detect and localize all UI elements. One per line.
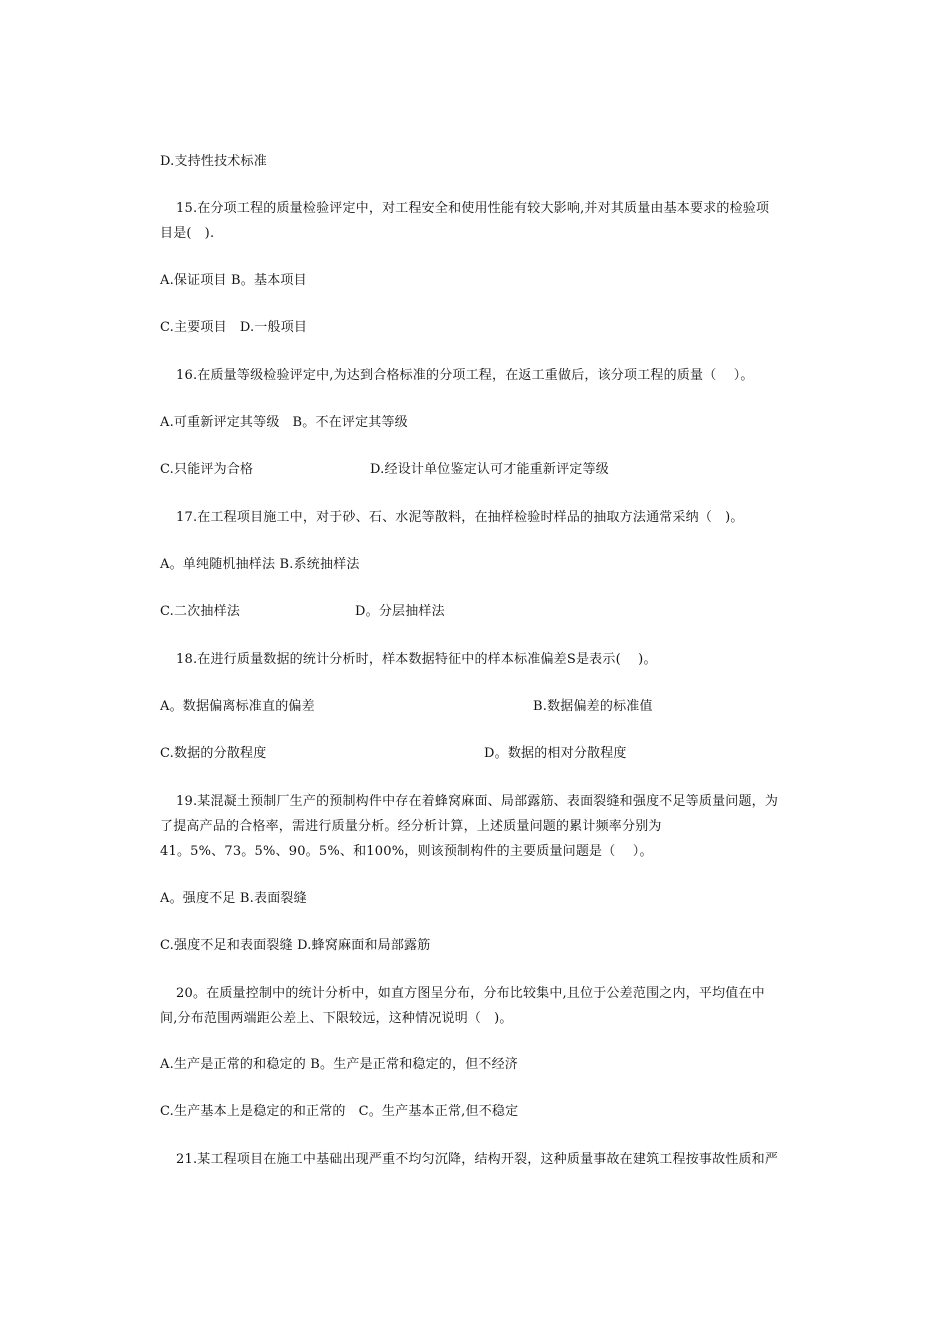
question-20-cont: 间,分布范围两端距公差上、下限较远，这种情况说明（ )。 xyxy=(160,1011,513,1026)
question-21: 21.某工程项目在施工中基础出现严重不均匀沉降，结构开裂，这种质量事故在建筑工程按事故性质和严 xyxy=(176,1152,779,1167)
question-15: 15.在分项工程的质量检验评定中，对工程安全和使用性能有较大影响,并对其质量由基本要求的检验项 xyxy=(176,201,770,216)
question-16: 16.在质量等级检验评定中,为达到合格标准的分项工程，在返工重做后，该分项工程的质量（ ）。 xyxy=(176,368,754,383)
options-19-cd: C.强度不足和表面裂缝 D.蜂窝麻面和局部露筋 xyxy=(160,938,431,953)
option-16-d: D.经设计单位鉴定认可才能重新评定等级 xyxy=(370,462,609,477)
option-18-c: C.数据的分散程度 xyxy=(160,746,267,761)
options-20-ab: A.生产是正常的和稳定的 B。生产是正常和稳定的，但不经济 xyxy=(160,1057,519,1072)
question-15-cont: 目是( ). xyxy=(160,226,215,241)
question-19: 19.某混凝土预制厂生产的预制构件中存在着蜂窝麻面、局部露筋、表面裂缝和强度不足等质量问题，为 xyxy=(176,794,779,809)
question-19-cont-1: 了提高产品的合格率，需进行质量分析。经分析计算，上述质量问题的累计频率分别为 xyxy=(160,819,662,834)
option-17-d: D。分层抽样法 xyxy=(355,604,445,619)
options-20-cd: C.生产基本上是稳定的和正常的 C。生产基本正常,但不稳定 xyxy=(160,1104,519,1119)
option-17-c: C.二次抽样法 xyxy=(160,604,241,619)
options-15-cd: C.主要项目 D.一般项目 xyxy=(160,320,308,335)
options-16-ab: A.可重新评定其等级 B。不在评定其等级 xyxy=(160,415,408,430)
option-18-d: D。数据的相对分散程度 xyxy=(484,746,627,761)
options-17-ab: A。单纯随机抽样法 B.系统抽样法 xyxy=(160,557,360,572)
question-18: 18.在进行质量数据的统计分析时，样本数据特征中的样本标准偏差S是表示( )。 xyxy=(176,652,657,667)
question-17: 17.在工程项目施工中，对于砂、石、水泥等散料，在抽样检验时样品的抽取方法通常采纳（ )。 xyxy=(176,510,744,525)
options-15-ab: A.保证项目 B。基本项目 xyxy=(160,273,307,288)
options-19-ab: A。强度不足 B.表面裂缝 xyxy=(160,891,307,906)
question-20: 20。在质量控制中的统计分析中，如直方图呈分布，分布比较集中,且位于公差范围之内，平均值在中 xyxy=(176,986,765,1001)
question-19-cont-2: 41。5%、73。5%、90。5%、和100%，则该预制构件的主要质量问题是（ ）。 xyxy=(160,844,653,859)
option-d-14: D.支持性技术标准 xyxy=(160,154,267,169)
option-18-a: A。数据偏离标准直的偏差 xyxy=(160,699,315,714)
option-18-b: B.数据偏差的标准值 xyxy=(533,699,653,714)
option-16-c: C.只能评为合格 xyxy=(160,462,254,477)
